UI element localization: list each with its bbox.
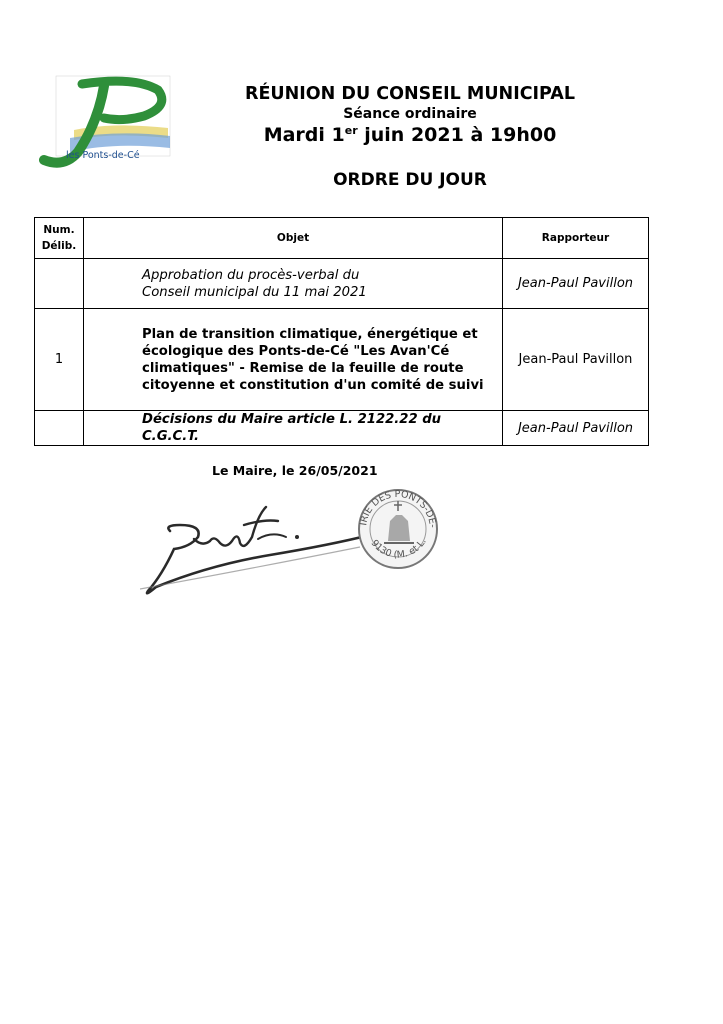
mairie-seal [140, 485, 438, 568]
table-row [35, 259, 649, 309]
date-after: juin 2021 à 19h00 [357, 124, 557, 146]
mayor-signature-caption: Le Maire, le 26/05/2021 [212, 463, 378, 478]
header-rapporteur: Rapporteur [503, 218, 649, 259]
table-header-row [35, 218, 649, 259]
session-type: Séance ordinaire [343, 106, 477, 122]
agenda-table [34, 217, 649, 446]
row-num [35, 259, 84, 309]
municipality-logo [34, 72, 174, 168]
row-objet: Plan de transition climatique, énergétique et écologique des Ponts-de-Cé "Les Avan'Cé climatiques" - Remise de la feuille de route citoyenne et constitution d'un comité de suivi [84, 309, 503, 411]
row-rapporteur: Jean-Paul Pavillon [503, 309, 649, 411]
row-objet: Décisions du Maire article L. 2122.22 du C.G.C.T. [84, 411, 503, 446]
handwritten-signature [140, 485, 450, 605]
row-rapporteur: Jean-Paul Pavillon [503, 411, 649, 446]
table-row [35, 309, 649, 411]
table-row [35, 411, 649, 446]
date-before: Mardi 1 [263, 124, 345, 146]
row-objet: Approbation du procès-verbal du Conseil municipal du 11 mai 2021 [84, 259, 503, 309]
header-objet: Objet [84, 218, 503, 259]
signature-and-seal [140, 485, 450, 605]
seal-bottom-text: 9130 (M. et L. [368, 536, 429, 561]
header-num: Num. Délib. [35, 218, 84, 259]
logo-text: les Ponts-de-Cé [66, 150, 140, 161]
meeting-title: RÉUNION DU CONSEIL MUNICIPAL [245, 84, 575, 104]
row-num: 1 [35, 309, 84, 411]
seal-top-text: IRIE DES PONTS-DE- [358, 488, 438, 529]
row-num [35, 411, 84, 446]
agenda-title: ORDRE DU JOUR [333, 170, 487, 190]
date-sup: er [344, 124, 358, 137]
row-rapporteur: Jean-Paul Pavillon [503, 259, 649, 309]
meeting-date [190, 124, 630, 146]
